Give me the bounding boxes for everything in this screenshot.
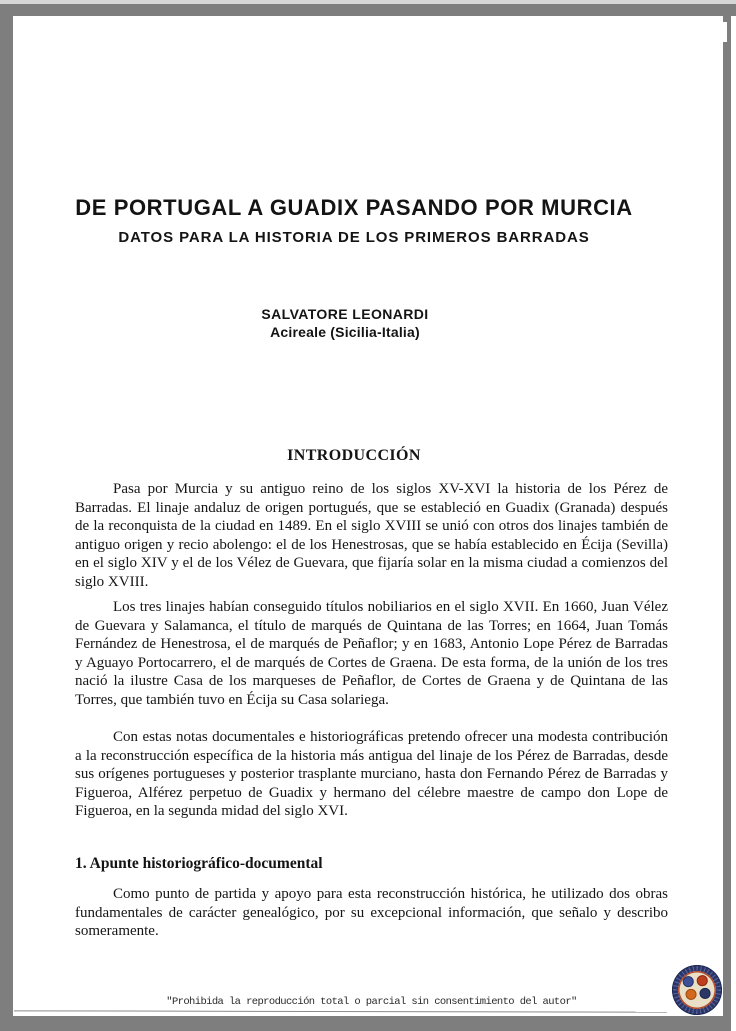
institutional-seal-icon: [669, 962, 725, 1018]
copyright-notice: "Prohibida la reproducción total o parcial sin consentimiento del autor": [166, 996, 577, 1008]
article-title: DE PORTUGAL A GUADIX PASANDO POR MURCIA: [75, 195, 633, 220]
seal-roundel-navy: [699, 987, 711, 999]
seal-roundel-red: [696, 974, 708, 986]
author-place: Acireale (Sicilia-Italia): [270, 324, 420, 340]
seal-roundel-blue: [682, 975, 694, 987]
section-heading-apunte: 1. Apunte historiográfico-documental: [75, 855, 323, 872]
section-heading-introduction: INTRODUCCIÓN: [287, 447, 421, 464]
intro-paragraph-3: Con estas notas documentales e historiográficas pretendo ofrecer una modesta contribución a la reconstrucción específica de la historia más antigua del linaje de los Pérez de Barradas, desde sus orígenes portugueses y posterior trasplante murciano, hasta don Fernando Pérez de Barradas y Figueroa, Alférez perpetuo de Guadix y hermano del célebre maestre de campo don Lope de Figueroa, en la segunda midad del siglo XVI.: [75, 729, 668, 820]
author-name: SALVATORE LEONARDI: [261, 306, 429, 322]
intro-paragraph-2: Los tres linajes habían conseguido títulos nobiliarios en el siglo XVII. En 1660, Juan Vélez de Guevara y Salamanca, el título de marqués de Quintana de las Torres; en 1664, Juan Tomás Fernández de Henestrosa, el de marqués de Peñaflor; y en 1683, Antonio Lope Pérez de Barradas y Aguayo Portocarrero, el de marqués de Cortes de Graena. De esta forma, de la unión de los tres nació la ilustre Casa de los marqueses de Peñaflor, de Cortes de Graena y de Quintana de las Torres, que también tuvo en Écija su Casa solariega.: [75, 599, 668, 708]
footer-rule-line: [14, 1010, 667, 1012]
scan-frame-bottom: [0, 1016, 731, 1031]
intro-paragraph-1: Pasa por Murcia y su antiguo reino de los siglos XV-XVI la historia de los Pérez de Barradas. El linaje andaluz de origen portugués, que se estableció en Guadix (Granada) después de la reconquista de la ciudad en 1489. En el siglo XVIII se unió con otros dos linajes también de antiguo origen y recio abolengo: el de los Henestrosas, que se había establecido en Écija (Sevilla) en el siglo XIV y el de los Vélez de Guevara, que fijaría solar en la misma ciudad a comienzos del siglo XVIII.: [75, 481, 668, 590]
seal-inner-field: [676, 969, 719, 1012]
scan-frame-right: [723, 16, 731, 1031]
section1-paragraph-1: Como punto de partida y apoyo para esta reconstrucción histórica, he utilizado dos obras fundamentales de carácter genealógico, por su excepcional información, que señalo y describo someramente.: [75, 886, 668, 940]
seal-roundel-orange: [685, 988, 697, 1000]
scan-frame-left: [0, 16, 13, 1031]
scan-frame-top: [0, 4, 736, 16]
article-subtitle: DATOS PARA LA HISTORIA DE LOS PRIMEROS BARRADAS: [118, 229, 590, 246]
scan-artifact-notch: [723, 22, 727, 42]
